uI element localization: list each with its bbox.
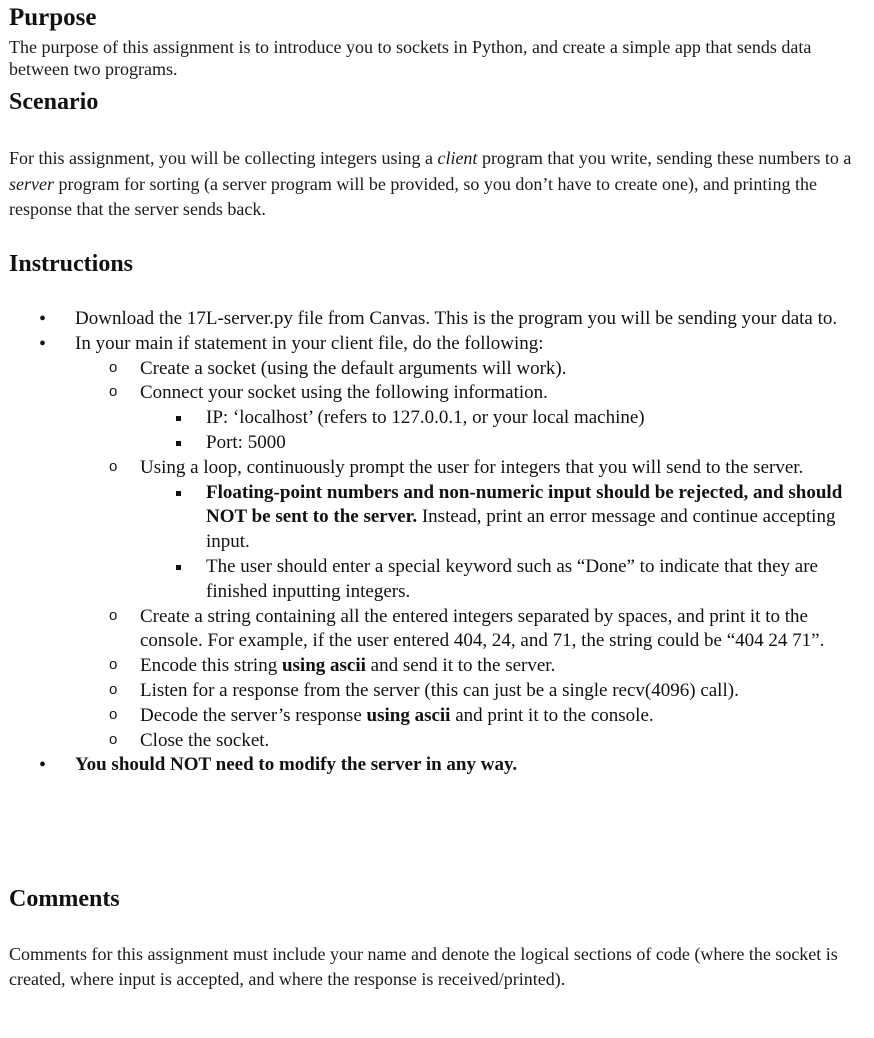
encode-text: and send it to the server. <box>365 655 556 677</box>
instructions-list <box>9 307 865 778</box>
scenario-client-word: client <box>437 148 478 168</box>
no-modify-text: You should NOT need to modify the server in any way. <box>75 754 518 776</box>
rule-reject-rest: Instead, print an error message and continue accepting input. <box>206 506 836 553</box>
comments-heading: Comments <box>9 886 120 912</box>
comments-text: Comments for this assignment must include your name and denote the logical sections of code (where the socket is created, where input is accepted, and where the response is received/printed). <box>9 944 838 989</box>
decode-text: Decode the server’s response <box>140 704 367 726</box>
rule-reject-input <box>140 481 865 555</box>
scenario-text-part: program for sorting (a server program will be provided, so you don’t have to create one), and printing the response that the server sends back. <box>9 173 817 219</box>
sub-item-listen: o Listen for a response from the server (this can just be a single recv(4096) call). <box>75 679 865 704</box>
sub-item-create-socket: o Create a socket (using the default arguments will work). <box>75 357 865 382</box>
sub-item-string: o Create a string containing all the entered integers separated by spaces, and print it to the console. For example, if the user entered 404, 24, and 71, the string could be “404 24 71”. <box>75 605 865 655</box>
scenario-server-word: server <box>9 173 54 194</box>
main-sub-list <box>75 357 865 754</box>
connect-port: Port: 5000 <box>140 431 865 456</box>
list-item-main-label: In your main if statement in your client file, do the following: <box>75 332 544 354</box>
scenario-heading: Scenario <box>9 89 99 115</box>
encode-bold: using ascii <box>281 655 366 677</box>
list-item-no-modify <box>9 753 865 778</box>
sub-item-decode <box>75 704 865 729</box>
sub-item-close: o Close the socket. <box>75 729 865 754</box>
loop-rules-list <box>140 481 865 605</box>
sub-item-loop <box>75 456 865 605</box>
sub-item-loop-label: Using a loop, continuously prompt the user for integers that you will send to the server. <box>140 456 804 478</box>
sub-item-connect-label: Connect your socket using the following information. <box>140 382 548 404</box>
rule-keyword: The user should enter a special keyword such as “Done” to indicate that they are finished inputting integers. <box>140 555 865 605</box>
rule-reject-bold: Floating-point numbers and non-numeric input should be rejected, and should NOT be sent to the server. <box>206 481 843 528</box>
list-item-download: • Download the 17L-server.py file from Canvas. This is the program you will be sending your data to. <box>9 307 865 332</box>
scenario-text-part: program that you write, sending these numbers to a <box>477 148 852 168</box>
decode-text: and print it to the console. <box>450 704 654 726</box>
purpose-heading: Purpose <box>9 4 97 31</box>
connect-info-list <box>140 406 865 456</box>
decode-bold: using ascii <box>366 704 451 726</box>
connect-ip: IP: ‘localhost’ (refers to 127.0.0.1, or your local machine) <box>140 406 865 431</box>
sub-item-connect <box>75 381 865 455</box>
scenario-text <box>9 146 859 223</box>
sub-item-encode <box>75 654 865 679</box>
encode-text: Encode this string <box>140 655 282 677</box>
purpose-text: The purpose of this assignment is to introduce you to sockets in Python, and create a simple app that sends data between two programs. <box>9 37 812 79</box>
scenario-text-part: For this assignment, you will be collecting integers using a <box>9 148 438 168</box>
list-item-main <box>9 332 865 754</box>
instructions-heading: Instructions <box>9 251 134 277</box>
